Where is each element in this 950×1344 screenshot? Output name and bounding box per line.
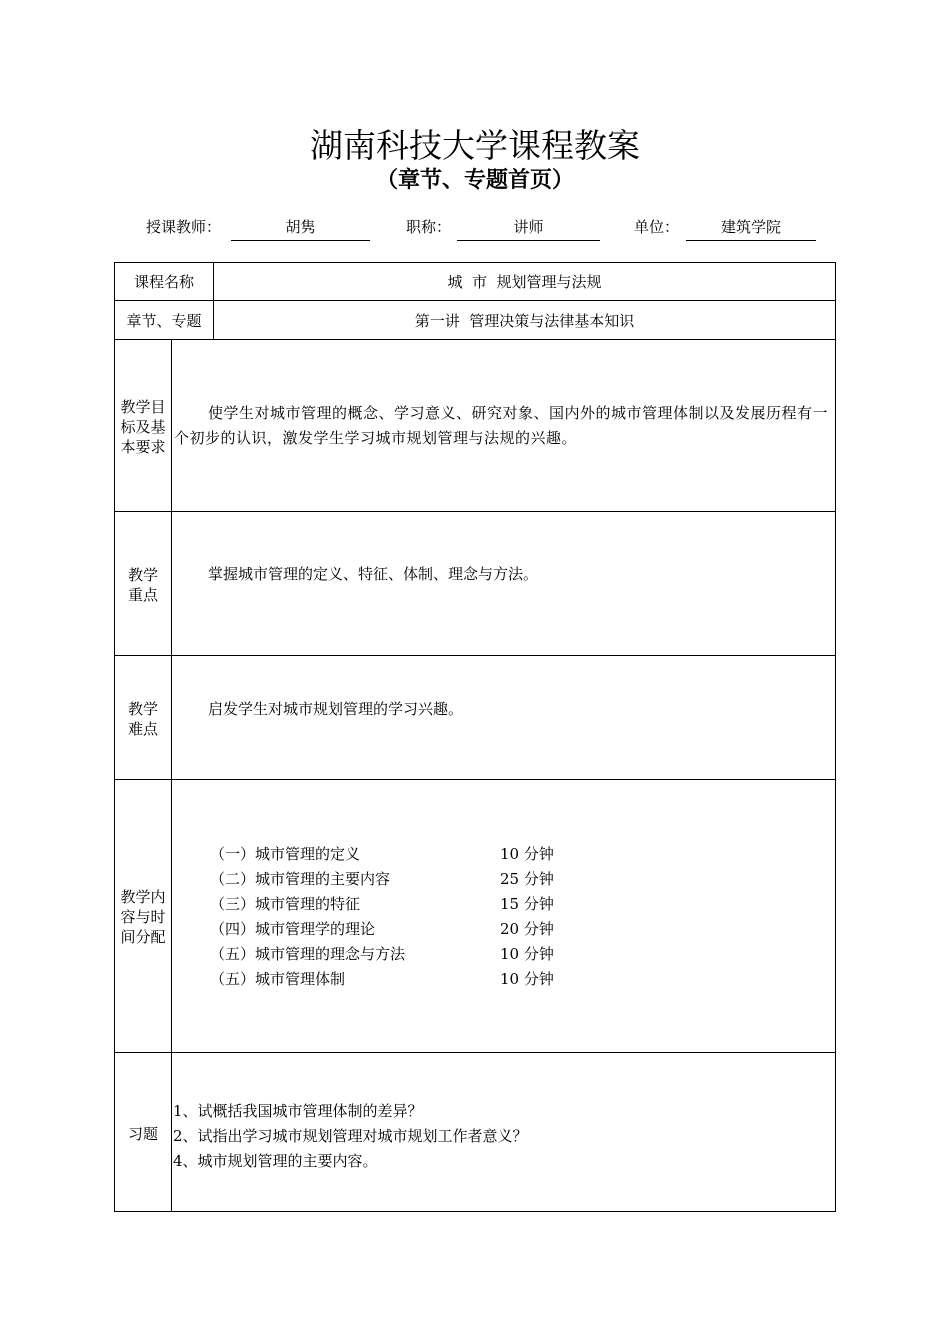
document-subtitle: （章节、专题首页） [375, 168, 574, 193]
unit-label: 单位： [634, 218, 680, 236]
exercise-label: 习题 [127, 1125, 158, 1143]
chapter-label: 章节、专题 [126, 312, 202, 330]
row-divider [115, 1052, 835, 1053]
content-label: 教学内容与时间分配 [120, 888, 166, 946]
course-name-value: 城 市 规划管理与法规 [447, 273, 602, 291]
job-title-label: 职称： [406, 218, 452, 236]
teacher-value: 胡隽 [231, 216, 370, 241]
focus-text: 掌握城市管理的定义、特征、体制、理念与方法。 [208, 565, 539, 583]
content-item-topic: （四）城市管理学的理论 [210, 920, 376, 938]
unit-value: 建筑学院 [686, 216, 816, 241]
exercise-item: 4、城市规划管理的主要内容。 [173, 1152, 378, 1170]
focus-label: 教学重点 [127, 566, 158, 604]
lesson-plan-table [114, 262, 836, 1212]
exercise-item: 2、试指出学习城市规划管理对城市规划工作者意义？ [173, 1127, 528, 1145]
content-item-time: 10 分钟 [500, 845, 554, 863]
row-divider [115, 300, 835, 301]
row-divider [115, 655, 835, 656]
difficulty-text: 启发学生对城市规划管理的学习兴趣。 [208, 700, 464, 718]
teacher-label: 授课教师： [146, 218, 222, 236]
content-item-topic: （五）城市管理的理念与方法 [210, 945, 406, 963]
row-divider [115, 779, 835, 780]
job-title-value: 讲师 [457, 216, 600, 241]
content-item-topic: （五）城市管理体制 [210, 970, 346, 988]
content-item-time: 15 分钟 [500, 895, 554, 913]
content-item-topic: （二）城市管理的主要内容 [210, 870, 391, 888]
row-divider [115, 511, 835, 512]
row-divider [115, 339, 835, 340]
goals-label: 教学目标及基本要求 [120, 398, 166, 456]
content-item-time: 25 分钟 [500, 870, 554, 888]
document-title: 湖南科技大学课程教案 [310, 126, 640, 165]
content-item-time: 10 分钟 [500, 945, 554, 963]
content-item-time: 10 分钟 [500, 970, 554, 988]
goals-text: 使学生对城市管理的概念、学习意义、研究对象、国内外的城市管理体制以及发展历程有一个初步的认识，激发学生学习城市规划管理与法规的兴趣。 [174, 404, 829, 447]
content-item-time: 20 分钟 [500, 920, 554, 938]
chapter-value: 第一讲 管理决策与法律基本知识 [414, 312, 635, 330]
content-item-topic: （三）城市管理的特征 [210, 895, 361, 913]
exercise-item: 1、试概括我国城市管理体制的差异？ [173, 1102, 423, 1120]
column-divider [171, 339, 172, 1211]
course-name-label: 课程名称 [133, 273, 194, 291]
difficulty-label: 教学难点 [127, 700, 158, 738]
content-item-topic: （一）城市管理的定义 [210, 845, 361, 863]
